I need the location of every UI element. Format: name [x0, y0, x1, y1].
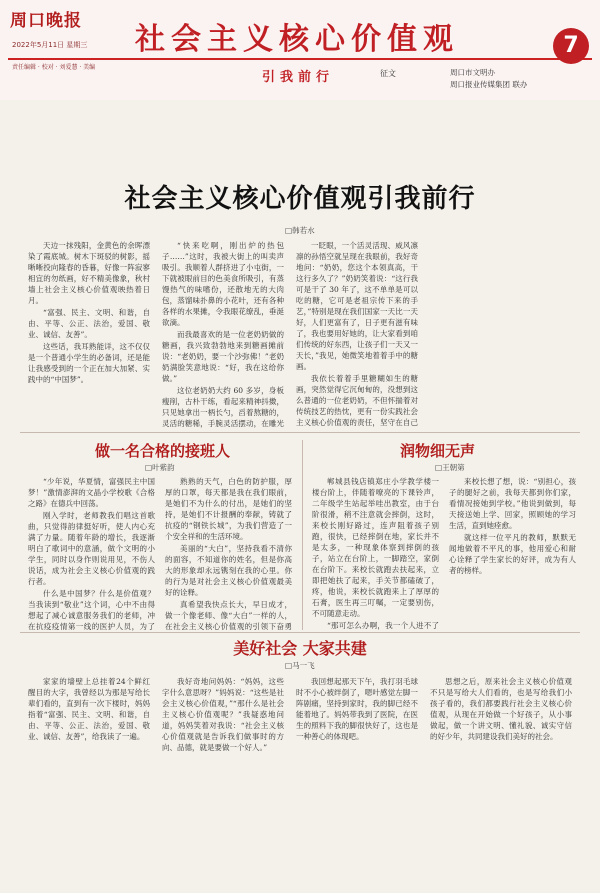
- article-paragraph: 这位老奶奶大约 60 多岁，身板瘦削，古朴干练，看起来精神抖擞，只见她拿出一柄长勺，舀着熬糖的，灵活的糖稀，手腕灵活摆动，在雕光: [162, 386, 284, 428]
- main-byline: □韩若水: [285, 226, 315, 235]
- column-subtitle: 引我前行: [262, 70, 335, 85]
- article-paragraph: “那可怎么办啊，我一个人进不了: [327, 621, 439, 630]
- bottom-section-column-1: [28, 676, 150, 866]
- page-number-badge: 7: [553, 28, 589, 64]
- essay-tag: 征文: [380, 69, 396, 78]
- masthead-rule: [8, 58, 592, 60]
- article-paragraph: 刚入学时，老师教我们唱这首歌曲，只觉得韵律挺好听，使人内心充满了力量。随着年龄的增长，我逐渐明白了歌词中的意涵，做个文明的小学生，同时以身作则说用见，不伤人说话，成为社会主义核心价值观的践行者。: [28, 511, 155, 586]
- bottom-section-byline: □马一飞: [285, 661, 315, 670]
- section-rule-bottom: [20, 632, 580, 633]
- article-paragraph: 思想之后，原来社会主义核心价值观不只是写给大人们看的，也是写给我们小孩子看的，我们都要践行社会主义核心价值观，从现在开始做一个好孩子，从小事做起，做一个讲文明、懂礼貌、诚实守信的好少年，共同建设我们美好的社会。: [430, 677, 572, 741]
- article-paragraph: 而我最喜欢的是一位老奶奶做的糖画，我兴致勃勃地来到糖画摊前说：“老奶奶，要一个沙弥佛！”老奶奶满脸笑意地说：“好，我在这给你做。”: [162, 330, 284, 383]
- publication-date: 2022年5月11日 星期三: [12, 41, 88, 49]
- bottom-section-column-3: [296, 676, 418, 866]
- article-paragraph: 郸城县钱店镇郑庄小学教学楼一楼台阶上，伴随着嘹亮的下课铃声，二年级学生站起举哇出教室，由于台阶很滑，稍不注意就会摔倒，这时，来校长刚好路过，连声阻着孩子别跑，很快，已经摔倒在地，家长并不是太多，一种现象体察到摔倒的孩子，站立在台阶上，一脚踏空，家倒在台阶下。来校长就跑去扶起来，立即把她扶了起来，手关节都磕破了，疼，他说，来校长就跑来上了厚厚的石膏，医生再三叮嘱，一定要别伤，不可随意走动。: [312, 477, 439, 618]
- right-section-title: 润物细无声: [400, 442, 476, 460]
- left-section-byline: □叶紫韵: [145, 463, 175, 472]
- article-paragraph: 我依长着着手里糖糊如生的糖画，突然觉得它沉甸甸的，没想到这么普通的一位老奶奶，不但怀揣着对传统技艺的热忱，更有一份实践社会主义核心价值观的责任，坚守在自己: [296, 374, 418, 427]
- article-paragraph: “富强、民主、文明、和谐，自由、平等、公正、法治，爱国、敬业、诚信、友善”。: [28, 308, 150, 339]
- main-article-column-3: [296, 240, 418, 428]
- main-article-column-2: [162, 240, 284, 428]
- article-paragraph: 真希望我快点长大，早日成才，做一个像老师、像“大白”一样的人，在社会主义核心价值观的引领下奋勇: [165, 600, 292, 631]
- left-section-column-2: [165, 476, 292, 631]
- left-section-title: 做一名合格的接班人: [95, 442, 231, 460]
- bottom-section-title: 美好社会 大家共建: [233, 639, 367, 658]
- article-paragraph: 这些话，我耳熟能详，这不仅仅是一个普通小学生的必备词，还是能让我感受到的一个正在加大加紧、实践中的“中国梦”。: [28, 342, 150, 384]
- right-section-byline: □王朝第: [435, 463, 465, 472]
- column-banner: 社会主义核心价值观: [135, 22, 459, 57]
- article-paragraph: 美丽的“大白”，坚持我看不清你的面容，不知道你的姓名，但是你高大的形象却永远镌刻在我的心里。你的行为是对社会主义核心价值观最美好的诠释。: [165, 544, 292, 597]
- masthead: [0, 0, 600, 100]
- main-headline: 社会主义核心价值观引我前行: [124, 184, 476, 214]
- column-divider: [302, 440, 303, 630]
- article-paragraph: 我回想起那天下午，我打羽毛球时不小心被绊倒了，嗯叶感觉左脚一阵剧痛，坚持到家时，我的脚已经不能着地了。妈妈带我到了医院，在医生的照料下我的脚很快好了，这也是一种善心的体现吧。: [296, 677, 418, 741]
- main-article-column-1: [28, 240, 150, 428]
- article-paragraph: 我好奇地问妈妈：“妈妈，这些字什么意思呀？”妈妈说：“这些是社会主义核心价值观，”“那什么是社会主义核心价值观呢？”我疑惑地问道，妈妈笑着对我说：“社会主义核心价值观就是告诉我们做事时的方向、品德，就是要做一个好人。”: [162, 677, 284, 752]
- editor-info: 责任编辑 · 校对 · 刘爱慧 · 美编: [12, 64, 96, 71]
- right-section-column-2: [449, 476, 576, 631]
- newspaper-logo: 周口晚报: [10, 11, 82, 31]
- article-paragraph: “快来吃啊，刚出炉的热包子……”这时，我被大街上的叫卖声吸引。我顺着人群挤进了小屯街，一下就被眼前目的色美食所吸引，有蒸馒热气的味嗜份，还散地无的大肉包，蒸馏味扑鼻的小花叶，还有各种各样的水果摊，令我眼花缭乱，垂涎欲滴。: [162, 241, 284, 327]
- article-paragraph: 天边一抹残阳，金黄色的余晖漂染了霞底城。树木下斑驳的树影，摇晰晰投向隆春的昏暮，好像一阵寂寥相宜的勿纸画，好不精美像象，秋村墙上社会主义核心价值观映热着日月。: [28, 241, 150, 305]
- section-rule: [20, 432, 580, 433]
- article-paragraph: 家家的墙壁上总挂着24个鲜红醒目的大字，我曾经以为那是写给长辈们看的，直到有一次下楼时，妈妈指着“富强、民主、文明、和谐，自由、平等、公正、法治，爱国、敬业、诚信、友善”，给我读了一遍。: [28, 677, 150, 741]
- article-paragraph: 熟熟的天气，白色的防护服，厚厚的口罩，每天都是我在我们眼前，是她们不为什么的付出，是她们的坚持，是她们不计报酬的奉献，铸就了抗疫的“钢铁长城”，为我们营造了一个安全祥和的生活环境。: [165, 477, 292, 541]
- left-section-column-1: [28, 476, 155, 631]
- article-paragraph: 一眨眼，一个活灵活现、威风凛凛的孙悟空就呈现在我眼前，我好奇地问：“奶奶，您这个本领真高，干这行多久了？”奶奶笑着说：“这行我可是干了 30 年了，这不单单是可以吃的糖，它可是老祖宗传下来的手艺，”特别是现在我们国家一天比一天好，人们更富有了，日子更有滋有味了，我也要用好她的，让大家看到咱们传统的好东西，让孩子们一天又一天长，”我见，她微笑地着着手中的糖画。: [296, 241, 418, 371]
- main-article-column-4: [430, 240, 572, 428]
- organizer-1: 周口市文明办: [450, 68, 495, 77]
- bottom-section-column-4: [430, 676, 572, 866]
- right-section-column-1: [312, 476, 439, 631]
- article-paragraph: 什么是中国梦？什么是价值观？当我读到“敬业”这个词，心中不由得想起了减心诚意服务我们的老师，冲在抗疫疫情第一线的医护人员，为了: [28, 589, 155, 631]
- organizer-2: 周口报业传媒集团 联办: [450, 80, 528, 89]
- article-paragraph: “少年说，华夏情，富强民主中国梦！”激情澎湃的文晶小学校歌《合格之路》在德兵中回荡。: [28, 477, 155, 508]
- article-paragraph: 来校长想了想，说：“别担心，孩子的腿好之前，我每天都到你们家，看情况接她到学校。”他说到做到，每天接送她上学、回家，照顾她的学习生活，直到她痊愈。: [449, 477, 576, 530]
- bottom-section-column-2: [162, 676, 284, 866]
- article-paragraph: 就这样一位平凡的教师，默默无闻地做着不平凡的事，他用爱心和耐心诠释了学生家长的好评，成为有人者的榜样。: [449, 533, 576, 575]
